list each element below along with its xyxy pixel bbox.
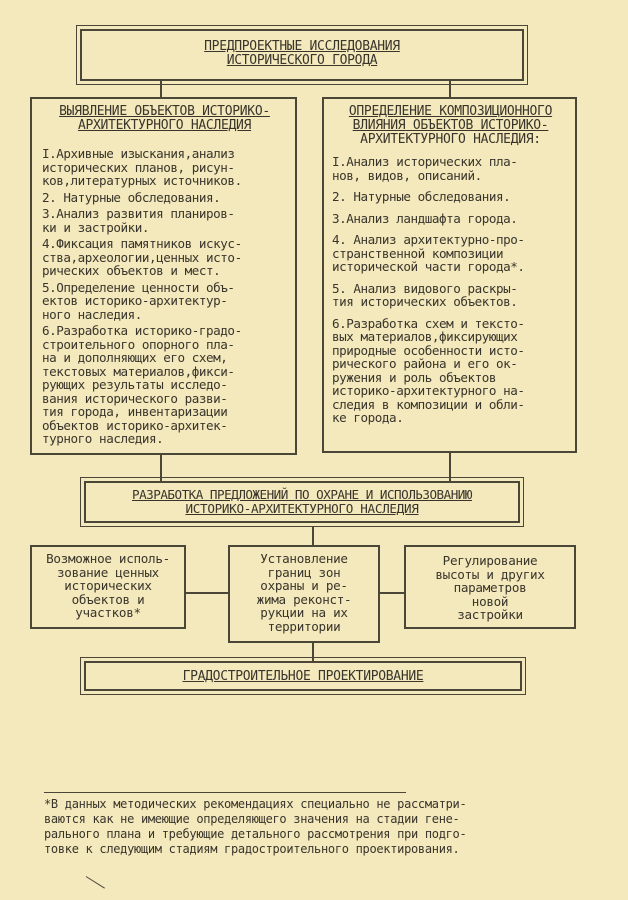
top-box-title-line2: ИСТОРИЧЕСКОГО ГОРОДА <box>226 53 378 68</box>
left-heading-line1: ВЫЯВЛЕНИЕ ОБЪЕКТОВ ИСТОРИКО- <box>59 104 270 119</box>
bottom-box-zones <box>228 545 380 643</box>
left-item: 3.Анализ развития планиров- ки и застройки. <box>42 206 235 235</box>
left-column-box <box>30 97 297 455</box>
middle-box-title-line2: ИСТОРИКО-АРХИТЕКТУРНОГО НАСЛЕДИЯ <box>185 501 419 516</box>
connector-bottom-left <box>186 592 228 594</box>
right-item: I.Анализ исторических пла- нов, видов, описаний. <box>332 154 518 183</box>
left-item: 4.Фиксация памятников искус- ства,археологии,ценных исто- рических объектов и мест. <box>42 236 242 278</box>
connector-bottom-right <box>380 592 404 594</box>
right-heading-line3: АРХИТЕКТУРНОГО НАСЛЕДИЯ: <box>360 132 541 147</box>
right-item: 2. Натурные обследования. <box>332 189 511 204</box>
bottom-box-use-text: Возможное исполь- зование ценных исторических объектов и участков* <box>46 551 170 621</box>
bottom-box-zones-text: Установление границ зон охраны и ре- жима реконст- рукции на их территории <box>256 551 352 634</box>
connector-left-middle <box>160 455 162 481</box>
right-item: 5. Анализ видового раскры- тия исторических объектов. <box>332 280 518 309</box>
top-box-title-line1: ПРЕДПРОЕКТНЫЕ ИССЛЕДОВАНИЯ <box>204 39 400 54</box>
right-column-box <box>322 97 577 453</box>
final-box <box>84 661 522 691</box>
right-heading-line2: ВЛИЯНИЯ ОБЪЕКТОВ ИСТОРИКО- <box>352 118 549 133</box>
bottom-box-regulation <box>404 545 576 629</box>
left-item: I.Архивные изыскания,анализ исторических планов, рисун- ков,литературных источников. <box>42 146 242 188</box>
connector-top-left <box>160 81 162 97</box>
middle-box-title-line1: РАЗРАБОТКА ПРЕДЛОЖЕНИЙ ПО ОХРАНЕ И ИСПОЛЬЗОВАНИЮ <box>132 487 472 502</box>
left-item: 6.Разработка историко-градо- строительного опорного пла- на и дополняющих его схем, текстовых материалов,фикси- рующих результаты исследо- вания исторического разви- тия города, инвентаризации объектов историко-архитек- турного наследия. <box>42 323 242 446</box>
bottom-box-regulation-text: Регулирование высоты и других параметров новой застройки <box>435 553 545 623</box>
connector-final <box>312 643 314 661</box>
right-item: 6.Разработка схем и тексто- вых материалов,фиксирующих природные особенности исто- рического района и его ок- ружения и роль объектов историко-архитектурного на- следия в композиции и обли- ке города. <box>332 315 525 425</box>
top-box <box>80 29 524 81</box>
final-box-title: ГРАДОСТРОИТЕЛЬНОЕ ПРОЕКТИРОВАНИЕ <box>182 669 424 684</box>
pen-mark <box>86 876 105 889</box>
right-item: 4. Анализ архитектурно-про- странственной композиции исторической части города*. <box>332 232 525 274</box>
middle-box <box>84 481 520 523</box>
left-item: 5.Определение ценности объ- ектов историко-архитектур- ного наследия. <box>42 279 235 322</box>
footnote-text: *В данных методических рекомендациях специально не рассматри- ваются как не имеющие определяющего значения на стадии гене- рального плана и требующие детального рассмотрения при подго- товке к следующим стадиям градостроительного проектирования. <box>44 797 467 856</box>
left-item: 2. Натурные обследования. <box>42 189 221 205</box>
bottom-box-use <box>30 545 186 629</box>
right-item: 3.Анализ ландшафта города. <box>332 210 518 226</box>
right-heading-line1: ОПРЕДЕЛЕНИЕ КОМПОЗИЦИОННОГО <box>348 104 553 119</box>
connector-top-right <box>449 81 451 97</box>
connector-middle-bottom <box>312 527 314 545</box>
left-heading-line2: АРХИТЕКТУРНОГО НАСЛЕДИЯ <box>77 118 252 133</box>
footnote-separator <box>44 792 406 793</box>
connector-right-middle <box>449 453 451 481</box>
